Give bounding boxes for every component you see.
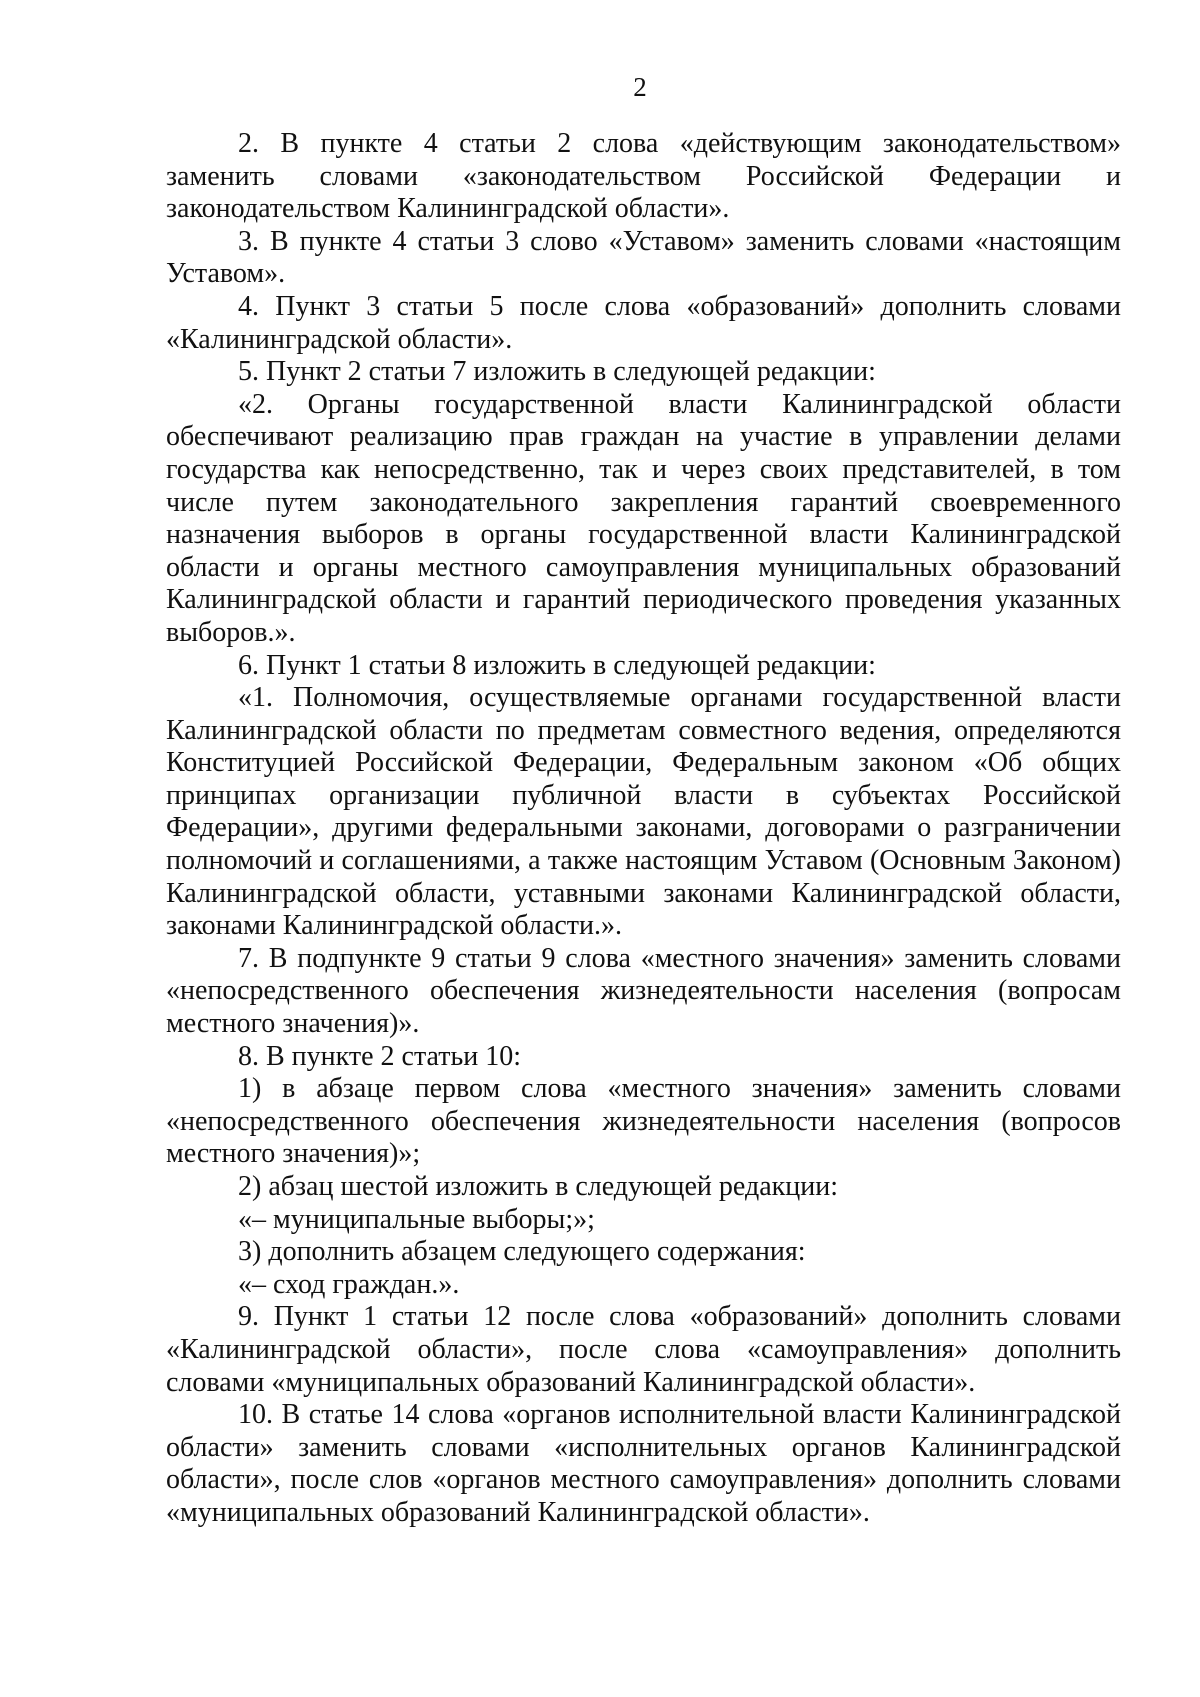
paragraph-item-10: 10. В статье 14 слова «органов исполнительной власти Калининградской области» заменить словами «исполнительных органов Калининградской области», после слов «органов местного самоуправления» дополнить словами «муниципальных образований Калининградской области». xyxy=(166,1399,1121,1528)
quoted-article-7-point-2: «2. Органы государственной власти Калининградской области обеспечивают реализацию прав граждан на участие в управлении делами государства как непосредственно, так и через своих представителей, в том числе путем законодательного закрепления гарантий своевременного назначения выборов в органы государственной власти Калининградской области и органы местного самоуправления муниципальных образований Калининградской области и гарантий периодического проведения указанных выборов.». xyxy=(166,388,1121,648)
subitem-8-2: 2) абзац шестой изложить в следующей редакции: xyxy=(238,1171,838,1202)
document-body xyxy=(166,128,1121,1530)
paragraph-item-6: 6. Пункт 1 статьи 8 изложить в следующей редакции: xyxy=(238,649,876,681)
paragraph-item-9: 9. Пункт 1 статьи 12 после слова «образований» дополнить словами «Калининградской области», после слова «самоуправления» дополнить словами «муниципальных образований Калининградской области». xyxy=(166,1301,1121,1398)
quoted-citizens-gathering: «– сход граждан.». xyxy=(238,1268,460,1300)
quoted-article-8-point-1: «1. Полномочия, осуществляемые органами государственной власти Калининградской области по предметам совместного ведения, определяются Конституцией Российской Федерации, Федеральным законом «Об общих принципах организации публичной власти в субъектах Российской Федерации», другими федеральными законами, договорами о разграничении полномочий и соглашениями, а также настоящим Уставом (Основным Законом) Калининградской области, уставными законами Калининградской области, законами Калининградской области.». xyxy=(166,682,1121,942)
paragraph-item-2: 2. В пункте 4 статьи 2 слова «действующим законодательством» заменить словами «законодательством Российской Федерации и законодательством Калининградской области». xyxy=(166,128,1121,225)
paragraph-item-4: 4. Пункт 3 статьи 5 после слова «образований» дополнить словами «Калининградской области». xyxy=(166,290,1121,355)
quoted-municipal-elections: «– муниципальные выборы;»; xyxy=(238,1203,595,1235)
subitem-8-1: 1) в абзаце первом слова «местного значения» заменить словами «непосредственного обеспечения жизнедеятельности населения (вопросов местного значения)»; xyxy=(166,1073,1121,1170)
paragraph-item-7: 7. В подпункте 9 статьи 9 слова «местного значения» заменить словами «непосредственного обеспечения жизнедеятельности населения (вопросам местного значения)». xyxy=(166,942,1121,1040)
page-number: 2 xyxy=(633,72,647,102)
paragraph-item-8: 8. В пункте 2 статьи 10: xyxy=(238,1040,522,1072)
subitem-8-3: 3) дополнить абзацем следующего содержания: xyxy=(238,1236,806,1268)
paragraph-item-5: 5. Пункт 2 статьи 7 изложить в следующей редакции: xyxy=(238,356,876,388)
paragraph-item-3: 3. В пункте 4 статьи 3 слово «Уставом» заменить словами «настоящим Уставом». xyxy=(166,225,1121,290)
